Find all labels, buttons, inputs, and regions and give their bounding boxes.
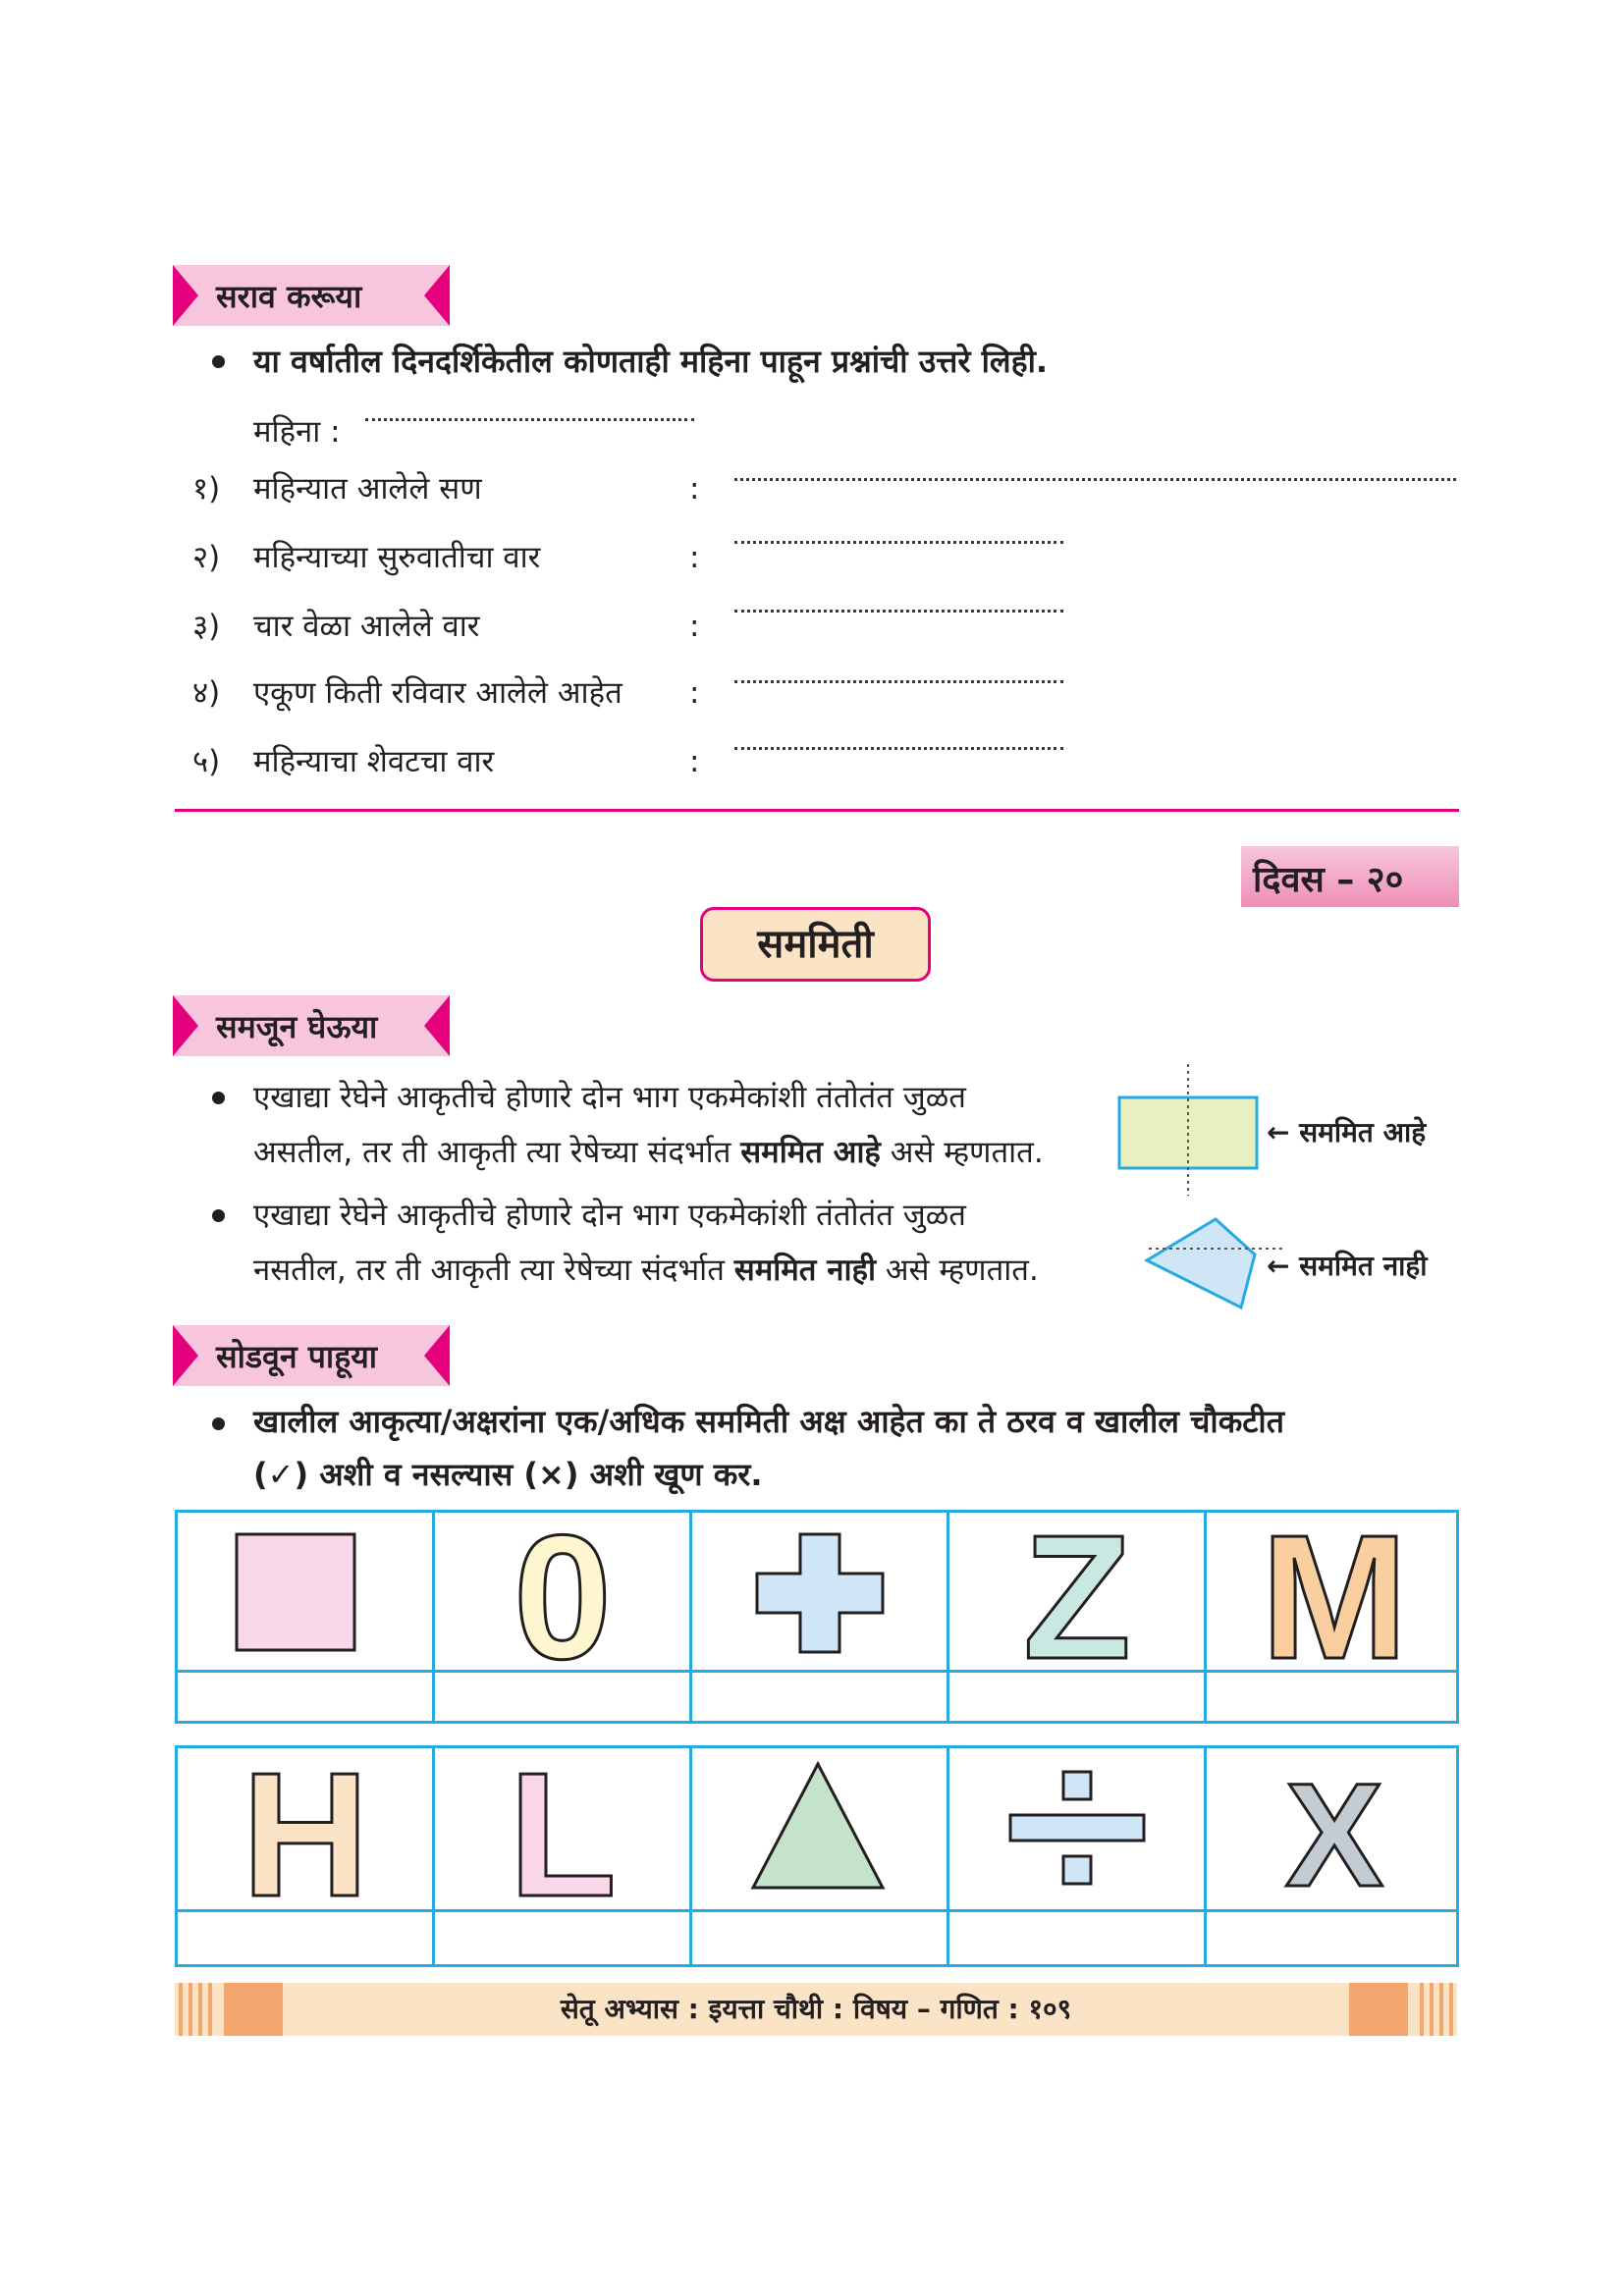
question-colon: : [689,609,700,644]
bullet-icon [212,1092,225,1104]
page-footer [175,1983,1457,2036]
answer-line[interactable] [734,610,1063,613]
not-symmetric-label [1267,1247,1428,1284]
symmetric-label-text: सममित आहे [1299,1116,1427,1148]
question-number: २) [192,540,221,575]
practice-heading-tag [173,265,450,326]
answer-box[interactable] [949,1673,1204,1721]
svg-text:M: M [1261,1513,1408,1670]
question-text: महिन्याचा शेवटचा वार [253,744,495,779]
day-badge [1241,846,1459,907]
understand-heading-tag [173,995,450,1056]
arrow-left-icon: ← [1267,1250,1290,1282]
letter-x-shape [1207,1748,1462,1909]
not-symmetric-definition-line2 [253,1249,1039,1290]
question-number: ५) [192,744,221,779]
month-label: महिना : [253,414,341,450]
answer-box[interactable] [1207,1912,1457,1964]
symmetric-label [1267,1113,1426,1150]
symmetric-definition-line2 [253,1131,1044,1172]
letter-h-shape [178,1748,433,1909]
symmetry-grid-row-1 [175,1510,1459,1724]
letter-zero-shape [435,1513,690,1670]
answer-line[interactable] [734,541,1063,544]
question-number: ३) [192,609,221,644]
symmetry-grid-row-2 [175,1745,1459,1967]
answer-box[interactable] [178,1673,432,1721]
solve-instruction-line1: खालील आकृत्या/अक्षरांना एक/अधिक सममिती अक्ष आहेत का ते ठरव व खालील चौकटीत [253,1403,1284,1440]
question-text: चार वेळा आलेले वार [253,609,480,644]
practice-instruction: या वर्षातील दिनदर्शिकेतील कोणताही महिना पाहून प्रश्नांची उत्तरे लिही. [253,343,1049,380]
question-text: महिन्याच्या सुरुवातीचा वार [253,540,541,575]
symmetric-rectangle-illustration [1110,1060,1267,1198]
symmetric-definition-line1: एखाद्या रेघेने आकृतीचे होणारे दोन भाग एकमेकांशी तंतोतंत जुळत [253,1080,966,1115]
plus-shape [692,1513,947,1670]
letter-z-shape [949,1513,1205,1670]
understand-heading: समजून घेऊया [216,1008,378,1045]
bullet-icon [212,355,225,368]
answer-line[interactable] [734,478,1456,481]
definition-keyword: सममित आहे [740,1135,881,1170]
bullet-icon [212,1417,225,1430]
svg-text:X: X [1284,1752,1384,1909]
solve-heading-tag [173,1325,450,1386]
answer-line[interactable] [734,680,1063,683]
question-number: १) [192,471,221,507]
solve-heading: सोडवून पाहूया [216,1338,378,1375]
definition-keyword: सममित नाही [733,1253,876,1288]
month-answer-line[interactable] [365,418,694,421]
question-text: एकूण किती रविवार आलेले आहेत [253,675,623,711]
definition-text: नसतील, तर ती आकृती त्या रेषेच्या संदर्भात [253,1253,734,1288]
svg-text:0: 0 [513,1513,613,1670]
topic-title-box [700,907,931,982]
answer-box[interactable] [692,1912,947,1964]
letter-l-shape [435,1748,690,1909]
question-colon: : [689,471,700,507]
topic-title: सममिती [757,922,874,967]
letter-m-shape [1207,1513,1462,1670]
answer-box[interactable] [178,1912,432,1964]
triangle-shape [692,1748,947,1909]
answer-box[interactable] [435,1673,689,1721]
definition-text: असतील, तर ती आकृती त्या रेषेच्या संदर्भात [253,1135,741,1170]
solve-instruction-line2: (✓) अशी व नसल्यास (×) अशी खूण कर. [253,1456,763,1493]
square-shape [178,1513,433,1670]
svg-text:H: H [242,1748,369,1909]
not-symmetric-definition-line1: एखाद्या रेघेने आकृतीचे होणारे दोन भाग एकमेकांशी तंतोतंत जुळत [253,1198,966,1233]
svg-text:L: L [509,1748,617,1909]
practice-heading: सराव करूया [216,278,362,315]
answer-box[interactable] [949,1912,1204,1964]
answer-box[interactable] [435,1912,689,1964]
question-colon: : [689,540,700,575]
non-symmetric-quadrilateral-illustration [1139,1213,1286,1311]
answer-box[interactable] [692,1673,947,1721]
division-sign-shape [949,1748,1205,1909]
not-symmetric-label-text: सममित नाही [1299,1250,1428,1282]
answer-line[interactable] [734,747,1063,750]
question-colon: : [689,675,700,711]
footer-text: सेतू अभ्यास : इयत्ता चौथी : विषय – गणित : १०९ [560,1993,1072,2025]
question-text: महिन्यात आलेले सण [253,471,482,507]
arrow-left-icon: ← [1267,1116,1290,1148]
day-badge-text: दिवस – २० [1253,860,1404,900]
section-divider [175,809,1459,812]
question-number: ४) [192,675,221,711]
question-colon: : [689,744,700,779]
bullet-icon [212,1209,225,1222]
svg-text:Z: Z [1023,1513,1131,1670]
definition-text: असे म्हणतात. [876,1253,1039,1288]
definition-text: असे म्हणतात. [880,1135,1044,1170]
answer-box[interactable] [1207,1673,1457,1721]
